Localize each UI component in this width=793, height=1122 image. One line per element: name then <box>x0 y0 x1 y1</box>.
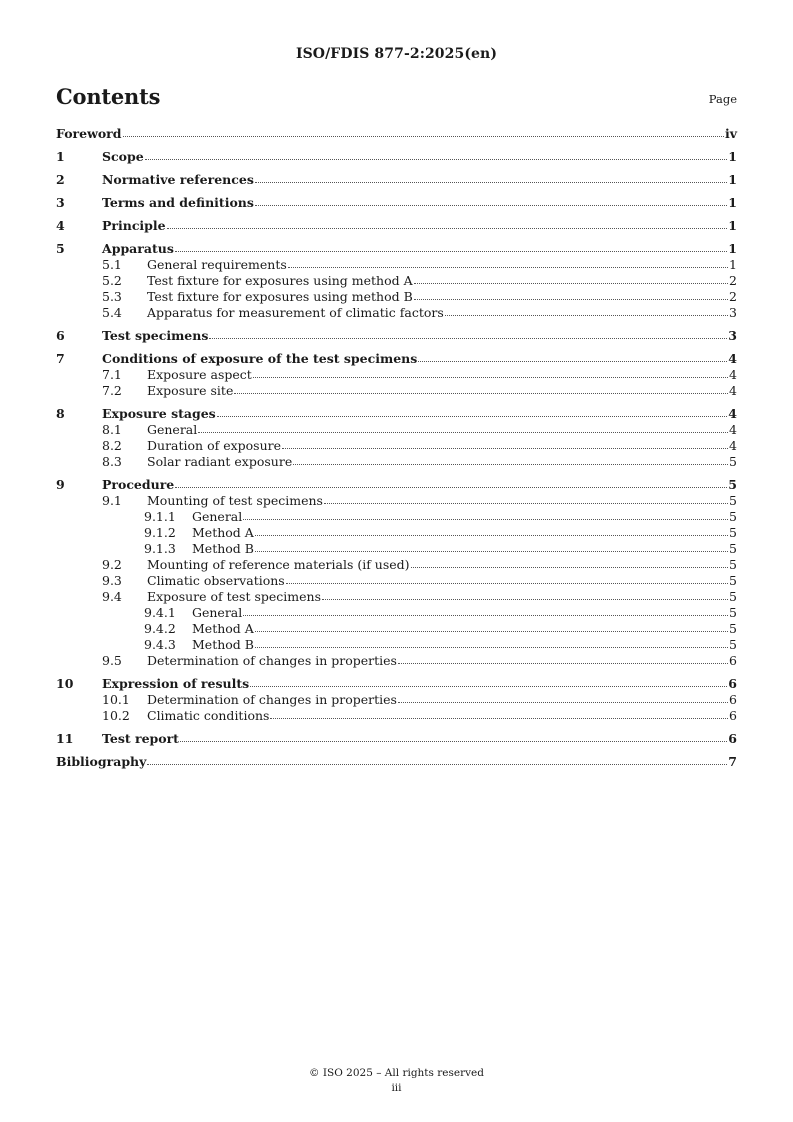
toc-entry-number: 8.3 <box>102 454 122 469</box>
toc-entry[interactable] <box>56 637 737 653</box>
toc-leader-dots <box>255 524 728 536</box>
toc-leader-dots <box>324 492 728 504</box>
toc-entry[interactable] <box>56 195 737 211</box>
toc-entry[interactable] <box>56 621 737 637</box>
contents-title: Contents <box>56 84 161 109</box>
document-id-header: ISO/FDIS 877-2:2025(en) <box>295 46 498 62</box>
toc-entry-number: 9.4.1 <box>144 605 176 620</box>
toc-leader-dots <box>250 675 727 687</box>
toc-leader-dots <box>418 350 727 362</box>
toc-entry-label: General <box>147 422 198 437</box>
toc-entry[interactable] <box>56 708 737 724</box>
toc-leader-dots <box>175 476 727 488</box>
toc-entry-label: Determination of changes in properties <box>147 653 397 668</box>
toc-leader-dots <box>255 620 728 632</box>
toc-entry-number: 9.1.3 <box>144 541 176 556</box>
toc-leader-dots <box>288 256 728 268</box>
toc-entry[interactable] <box>56 454 737 470</box>
toc-entry-page: 5 <box>729 493 737 508</box>
toc-entry-label: Exposure aspect <box>147 367 252 382</box>
toc-entry-number: 7 <box>56 351 65 366</box>
toc-entry-page: 5 <box>729 454 737 469</box>
toc-entry[interactable] <box>56 422 737 438</box>
toc-entry-number: 10.1 <box>102 692 130 707</box>
toc-entry-label: Expression of results <box>102 676 250 691</box>
toc-leader-dots <box>411 556 729 568</box>
toc-entry-number: 9 <box>56 477 65 492</box>
toc-entry-page: 5 <box>729 589 737 604</box>
toc-entry-page: 2 <box>729 273 737 288</box>
toc-leader-dots <box>414 288 728 300</box>
toc-entry-page: 6 <box>728 731 737 746</box>
toc-entry-page: 5 <box>728 477 737 492</box>
toc-entry-page: 4 <box>728 351 737 366</box>
toc-entry-label: Principle <box>102 218 166 233</box>
toc-entry-number: 9.1.2 <box>144 525 176 540</box>
toc-entry-page: 5 <box>729 573 737 588</box>
toc-entry-number: 9.1 <box>102 493 122 508</box>
toc-entry-page: 4 <box>729 383 737 398</box>
toc-entry-page: 2 <box>729 289 737 304</box>
toc-entry[interactable] <box>56 557 737 573</box>
toc-leader-dots <box>123 125 724 137</box>
toc-entry[interactable] <box>56 676 737 692</box>
toc-entry-label: Apparatus <box>102 241 174 256</box>
toc-leader-dots <box>398 691 728 703</box>
toc-entry-label: Terms and definitions <box>102 195 254 210</box>
toc-entry-label: Test fixture for exposures using method B <box>147 289 413 304</box>
toc-entry-label: Exposure site <box>147 383 234 398</box>
toc-entry[interactable] <box>56 653 737 669</box>
toc-entry-label: Test report <box>102 731 179 746</box>
toc-entry[interactable] <box>56 477 737 493</box>
toc-entry-page: 4 <box>729 422 737 437</box>
toc-entry-number: 9.4.2 <box>144 621 176 636</box>
toc-entry[interactable] <box>56 731 737 747</box>
toc-leader-dots <box>198 421 728 433</box>
toc-entry-number: 3 <box>56 195 65 210</box>
toc-entry-number: 9.4 <box>102 589 122 604</box>
toc-entry-label: Solar radiant exposure <box>147 454 293 469</box>
toc-entry-page: 5 <box>729 637 737 652</box>
toc-entry-label: Apparatus for measurement of climatic factors <box>147 305 444 320</box>
toc-entry-page: 4 <box>728 406 737 421</box>
toc-leader-dots <box>255 171 727 183</box>
toc-entry-number: 7.2 <box>102 383 122 398</box>
toc-entry-label: Duration of exposure <box>147 438 282 453</box>
toc-entry-page: 1 <box>728 149 737 164</box>
toc-entry-number: 8.2 <box>102 438 122 453</box>
toc-entry-label: Exposure stages <box>102 406 216 421</box>
toc-entry-label: Foreword <box>56 126 122 141</box>
toc-entry[interactable] <box>56 367 737 383</box>
toc-entry-label: General <box>192 509 243 524</box>
toc-entry-number: 6 <box>56 328 65 343</box>
toc-entry-page: 1 <box>729 257 737 272</box>
toc-leader-dots <box>253 366 728 378</box>
toc-entry-label: Procedure <box>102 477 175 492</box>
toc-entry[interactable] <box>56 493 737 509</box>
toc-leader-dots <box>293 453 728 465</box>
toc-entry-label: Method A <box>192 525 254 540</box>
toc-entry-page: 7 <box>728 754 737 769</box>
toc-entry-page: 5 <box>729 509 737 524</box>
toc-entry[interactable] <box>56 438 737 454</box>
toc-entry[interactable] <box>56 754 737 770</box>
toc-entry-page: 5 <box>729 557 737 572</box>
toc-leader-dots <box>398 652 728 664</box>
toc-entry-label: Climatic conditions <box>147 708 270 723</box>
toc-entry[interactable] <box>56 692 737 708</box>
toc-leader-dots <box>255 194 727 206</box>
toc-entry-page: 1 <box>728 195 737 210</box>
toc-entry-label: Method A <box>192 621 254 636</box>
toc-entry-page: 6 <box>729 708 737 723</box>
toc-entry[interactable] <box>56 257 737 273</box>
toc-leader-dots <box>217 405 728 417</box>
toc-entry-label: General requirements <box>147 257 287 272</box>
toc-entry-label: Scope <box>102 149 144 164</box>
toc-entry-number: 9.4.3 <box>144 637 176 652</box>
toc-leader-dots <box>180 730 727 742</box>
toc-leader-dots <box>270 707 728 719</box>
toc-entry-label: General <box>192 605 243 620</box>
toc-entry-number: 9.2 <box>102 557 122 572</box>
toc-entry-label: Method B <box>192 541 254 556</box>
toc-entry[interactable] <box>56 509 737 525</box>
toc-leader-dots <box>255 636 728 648</box>
toc-entry-label: Exposure of test specimens <box>147 589 321 604</box>
toc-entry-number: 5.3 <box>102 289 122 304</box>
toc-entry-label: Conditions of exposure of the test specimens <box>102 351 418 366</box>
toc-entry[interactable] <box>56 328 737 344</box>
toc-entry-number: 5 <box>56 241 65 256</box>
toc-entry-label: Normative references <box>102 172 254 187</box>
toc-entry-page: 6 <box>729 692 737 707</box>
toc-entry-label: Test fixture for exposures using method A <box>147 273 413 288</box>
toc-entry[interactable] <box>56 406 737 422</box>
toc-leader-dots <box>209 327 727 339</box>
toc-entry-number: 8.1 <box>102 422 122 437</box>
toc-leader-dots <box>243 508 728 520</box>
toc-entry[interactable] <box>56 126 737 142</box>
toc-entry[interactable] <box>56 149 737 165</box>
toc-entry-number: 5.2 <box>102 273 122 288</box>
toc-entry[interactable] <box>56 305 737 321</box>
toc-entry-number: 11 <box>56 731 74 746</box>
toc-leader-dots <box>414 272 728 284</box>
toc-entry-page: 5 <box>729 525 737 540</box>
toc-leader-dots <box>147 753 727 765</box>
toc-entry[interactable] <box>56 172 737 188</box>
toc-entry[interactable] <box>56 241 737 257</box>
toc-entry[interactable] <box>56 218 737 234</box>
toc-leader-dots <box>286 572 728 584</box>
toc-entry-page: 1 <box>728 218 737 233</box>
toc-entry[interactable] <box>56 541 737 557</box>
toc-entry-number: 1 <box>56 149 65 164</box>
toc-entry[interactable] <box>56 589 737 605</box>
toc-leader-dots <box>175 240 727 252</box>
page-number: iii <box>391 1082 402 1094</box>
toc-entry-page: 5 <box>729 621 737 636</box>
toc-leader-dots <box>322 588 728 600</box>
toc-entry-page: 4 <box>729 367 737 382</box>
toc-entry-page: iv <box>724 126 737 141</box>
toc-leader-dots <box>243 604 728 616</box>
page-column-label: Page <box>708 92 737 106</box>
toc-entry-page: 1 <box>728 172 737 187</box>
toc-entry-label: Mounting of test specimens <box>147 493 323 508</box>
toc-entry-label: Mounting of reference materials (if used) <box>147 557 410 572</box>
toc-entry-number: 7.1 <box>102 367 122 382</box>
toc-entry-number: 9.5 <box>102 653 122 668</box>
toc-entry-number: 2 <box>56 172 65 187</box>
toc-entry-number: 4 <box>56 218 65 233</box>
toc-entry-page: 3 <box>729 305 737 320</box>
toc-entry-label: Determination of changes in properties <box>147 692 397 707</box>
toc-entry-number: 10.2 <box>102 708 130 723</box>
toc-entry-number: 5.1 <box>102 257 122 272</box>
toc-entry-label: Bibliography <box>56 754 147 769</box>
toc-entry-number: 9.1.1 <box>144 509 176 524</box>
toc-entry-page: 5 <box>729 605 737 620</box>
contents-heading-row <box>56 84 737 114</box>
table-of-contents <box>56 126 737 770</box>
toc-entry[interactable] <box>56 525 737 541</box>
page-footer <box>0 1066 793 1096</box>
toc-leader-dots <box>445 304 728 316</box>
toc-entry[interactable] <box>56 289 737 305</box>
toc-entry[interactable] <box>56 383 737 399</box>
toc-entry-label: Climatic observations <box>147 573 285 588</box>
toc-entry-label: Method B <box>192 637 254 652</box>
toc-entry-number: 9.3 <box>102 573 122 588</box>
toc-entry-number: 10 <box>56 676 74 691</box>
toc-leader-dots <box>282 437 728 449</box>
toc-entry-page: 6 <box>728 676 737 691</box>
toc-entry[interactable] <box>56 573 737 589</box>
toc-leader-dots <box>234 382 728 394</box>
toc-entry-page: 6 <box>729 653 737 668</box>
toc-entry-label: Test specimens <box>102 328 209 343</box>
toc-entry-page: 3 <box>728 328 737 343</box>
toc-entry[interactable] <box>56 605 737 621</box>
toc-entry-number: 8 <box>56 406 65 421</box>
copyright-notice: © ISO 2025 – All rights reserved <box>309 1067 484 1079</box>
toc-leader-dots <box>167 217 728 229</box>
toc-leader-dots <box>255 540 728 552</box>
toc-leader-dots <box>145 148 728 160</box>
toc-entry-number: 5.4 <box>102 305 122 320</box>
toc-entry-page: 5 <box>729 541 737 556</box>
toc-entry[interactable] <box>56 273 737 289</box>
toc-entry-page: 1 <box>728 241 737 256</box>
toc-entry[interactable] <box>56 351 737 367</box>
toc-entry-page: 4 <box>729 438 737 453</box>
